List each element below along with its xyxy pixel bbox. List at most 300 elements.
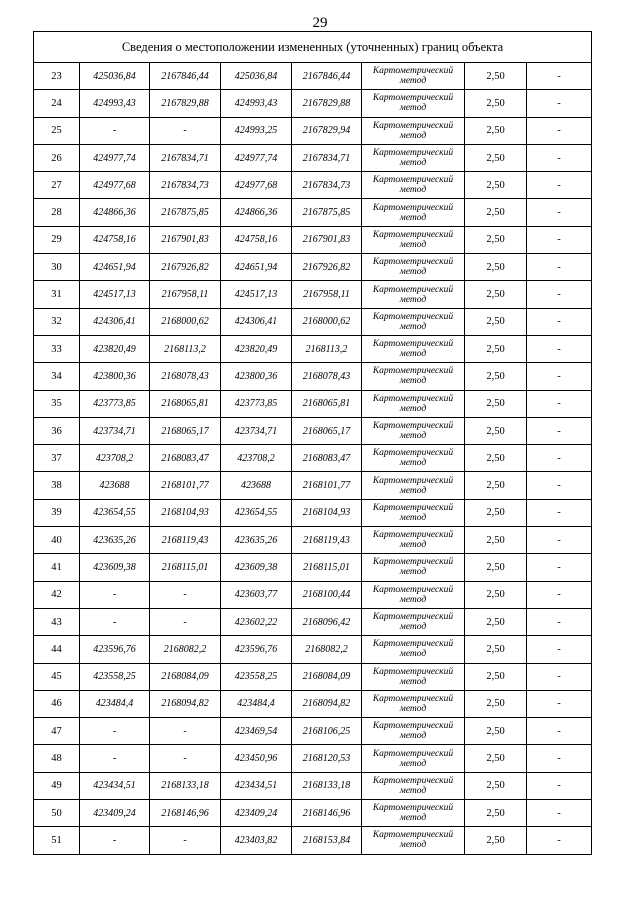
table-row bbox=[34, 308, 592, 335]
point-number-cell: 32 bbox=[34, 308, 80, 335]
table-row bbox=[34, 800, 592, 827]
method-line-2: метод bbox=[399, 813, 427, 824]
accuracy-cell: 2,50 bbox=[465, 172, 527, 199]
method-line-2: метод bbox=[399, 485, 427, 496]
method-line-1: Картометрический bbox=[372, 830, 454, 841]
existing-y-cell: 2168065,17 bbox=[150, 417, 221, 444]
method-line-2: метод bbox=[399, 239, 427, 250]
description-cell: - bbox=[527, 390, 592, 417]
table-row bbox=[34, 144, 592, 171]
method-line-1: Картометрический bbox=[372, 257, 454, 268]
refined-x-cell: 424977,68 bbox=[221, 172, 292, 199]
method-cell bbox=[362, 472, 465, 499]
existing-y-cell: - bbox=[150, 718, 221, 745]
method-cell bbox=[362, 554, 465, 581]
accuracy-cell: 2,50 bbox=[465, 199, 527, 226]
existing-y-cell: - bbox=[150, 745, 221, 772]
method-line-1: Картометрический bbox=[372, 366, 454, 377]
accuracy-cell: 2,50 bbox=[465, 226, 527, 253]
table-row bbox=[34, 745, 592, 772]
boundary-table bbox=[33, 31, 592, 855]
method-line-1: Картометрический bbox=[372, 421, 454, 431]
refined-y-cell: 2168100,44 bbox=[292, 581, 362, 608]
method-line-1: Картометрический bbox=[372, 530, 454, 541]
description-cell: - bbox=[527, 281, 592, 308]
method-line-1: Картометрический bbox=[372, 311, 454, 322]
method-line-2: метод bbox=[399, 785, 427, 796]
table-row bbox=[34, 172, 592, 199]
description-cell: - bbox=[527, 417, 592, 444]
method-cell bbox=[362, 390, 465, 417]
description-cell: - bbox=[527, 745, 592, 772]
existing-x-cell: 424866,36 bbox=[80, 199, 150, 226]
refined-y-cell: 2168082,2 bbox=[292, 636, 362, 663]
method-line-2: метод bbox=[399, 622, 427, 633]
refined-x-cell: 423820,49 bbox=[221, 335, 292, 362]
table-row bbox=[34, 581, 592, 608]
method-line-2: метод bbox=[399, 376, 427, 387]
refined-y-cell: 2168113,2 bbox=[292, 335, 362, 362]
page-number: 29 bbox=[312, 15, 328, 31]
method-line-2: метод bbox=[399, 321, 427, 332]
table-row bbox=[34, 417, 592, 444]
refined-x-cell: 424866,36 bbox=[221, 199, 292, 226]
point-number-cell: 41 bbox=[34, 554, 80, 581]
refined-y-cell: 2168083,47 bbox=[292, 445, 362, 472]
existing-x-cell: 423434,51 bbox=[80, 772, 150, 799]
existing-x-cell: - bbox=[80, 117, 150, 144]
existing-x-cell: 424517,13 bbox=[80, 281, 150, 308]
existing-x-cell: 424993,43 bbox=[80, 90, 150, 117]
refined-y-cell: 2168000,62 bbox=[292, 308, 362, 335]
table-row bbox=[34, 636, 592, 663]
method-line-2: метод bbox=[399, 540, 427, 551]
existing-x-cell: - bbox=[80, 718, 150, 745]
refined-x-cell: 423450,96 bbox=[221, 745, 292, 772]
point-number-cell: 28 bbox=[34, 199, 80, 226]
point-number-cell: 37 bbox=[34, 445, 80, 472]
method-cell bbox=[362, 90, 465, 117]
method-line-1: Картометрический bbox=[372, 284, 454, 295]
refined-x-cell: 423734,71 bbox=[221, 417, 292, 444]
description-cell: - bbox=[527, 226, 592, 253]
description-cell: - bbox=[527, 527, 592, 554]
method-cell bbox=[362, 199, 465, 226]
accuracy-cell: 2,50 bbox=[465, 144, 527, 171]
refined-x-cell: 423602,22 bbox=[221, 608, 292, 635]
method-line-2: метод bbox=[399, 458, 427, 469]
accuracy-cell: 2,50 bbox=[465, 363, 527, 390]
existing-x-cell: - bbox=[80, 745, 150, 772]
accuracy-cell: 2,50 bbox=[465, 63, 527, 90]
refined-x-cell: 423654,55 bbox=[221, 499, 292, 526]
refined-x-cell: 423635,26 bbox=[221, 527, 292, 554]
method-line-2: метод bbox=[399, 567, 427, 578]
existing-x-cell: 423688 bbox=[80, 472, 150, 499]
method-line-1: Картометрический bbox=[372, 557, 454, 568]
method-cell bbox=[362, 281, 465, 308]
existing-y-cell: 2168101,77 bbox=[150, 472, 221, 499]
existing-y-cell: - bbox=[150, 608, 221, 635]
existing-y-cell: 2167926,82 bbox=[150, 254, 221, 281]
method-line-1: Картометрический bbox=[372, 748, 454, 759]
point-number-cell: 44 bbox=[34, 636, 80, 663]
method-cell bbox=[362, 254, 465, 281]
existing-y-cell: 2168115,01 bbox=[150, 554, 221, 581]
method-line-2: метод bbox=[399, 103, 427, 114]
method-line-1: Картометрический bbox=[372, 639, 454, 650]
method-line-2: метод bbox=[399, 594, 427, 605]
refined-x-cell: 423708,2 bbox=[221, 445, 292, 472]
table-row bbox=[34, 827, 592, 854]
method-line-1: Картометрический bbox=[372, 775, 454, 786]
point-number-cell: 38 bbox=[34, 472, 80, 499]
refined-y-cell: 2167829,88 bbox=[292, 90, 362, 117]
accuracy-cell: 2,50 bbox=[465, 827, 527, 854]
existing-x-cell: 423734,71 bbox=[80, 417, 150, 444]
refined-y-cell: 2168065,81 bbox=[292, 390, 362, 417]
refined-y-cell: 2167926,82 bbox=[292, 254, 362, 281]
existing-y-cell: 2167834,73 bbox=[150, 172, 221, 199]
table-row bbox=[34, 663, 592, 690]
method-cell bbox=[362, 226, 465, 253]
method-line-1: Картометрический bbox=[372, 721, 454, 732]
point-number-cell: 49 bbox=[34, 772, 80, 799]
description-cell: - bbox=[527, 117, 592, 144]
description-cell: - bbox=[527, 827, 592, 854]
description-cell: - bbox=[527, 800, 592, 827]
method-line-2: метод bbox=[399, 294, 427, 305]
existing-y-cell: 2168083,47 bbox=[150, 445, 221, 472]
method-cell bbox=[362, 172, 465, 199]
accuracy-cell: 2,50 bbox=[465, 254, 527, 281]
method-line-1: Картометрический bbox=[372, 584, 454, 595]
refined-y-cell: 2167834,73 bbox=[292, 172, 362, 199]
existing-x-cell: 423609,38 bbox=[80, 554, 150, 581]
table-row bbox=[34, 254, 592, 281]
method-line-2: метод bbox=[399, 403, 427, 414]
point-number-cell: 24 bbox=[34, 90, 80, 117]
method-line-2: метод bbox=[399, 185, 427, 196]
refined-y-cell: 2168115,01 bbox=[292, 554, 362, 581]
method-cell bbox=[362, 117, 465, 144]
refined-x-cell: 424651,94 bbox=[221, 254, 292, 281]
table-caption: Сведения о местоположении измененных (уточненных) границ объекта bbox=[34, 32, 592, 63]
refined-y-cell: 2168101,77 bbox=[292, 472, 362, 499]
refined-y-cell: 2167829,94 bbox=[292, 117, 362, 144]
method-line-1: Картометрический bbox=[372, 229, 454, 240]
method-line-1: Картометрический bbox=[372, 803, 454, 814]
refined-x-cell: 423409,24 bbox=[221, 800, 292, 827]
point-number-cell: 30 bbox=[34, 254, 80, 281]
existing-x-cell: 423654,55 bbox=[80, 499, 150, 526]
refined-x-cell: 423773,85 bbox=[221, 390, 292, 417]
accuracy-cell: 2,50 bbox=[465, 335, 527, 362]
point-number-cell: 36 bbox=[34, 417, 80, 444]
point-number-cell: 43 bbox=[34, 608, 80, 635]
existing-y-cell: - bbox=[150, 581, 221, 608]
method-line-2: метод bbox=[399, 676, 427, 687]
method-cell bbox=[362, 144, 465, 171]
accuracy-cell: 2,50 bbox=[465, 663, 527, 690]
accuracy-cell: 2,50 bbox=[465, 390, 527, 417]
method-line-1: Картометрический bbox=[372, 448, 454, 459]
accuracy-cell: 2,50 bbox=[465, 417, 527, 444]
existing-x-cell: 423820,49 bbox=[80, 335, 150, 362]
point-number-cell: 40 bbox=[34, 527, 80, 554]
refined-y-cell: 2167901,83 bbox=[292, 226, 362, 253]
existing-y-cell: 2168078,43 bbox=[150, 363, 221, 390]
method-line-1: Картометрический bbox=[372, 120, 454, 131]
existing-y-cell: 2168082,2 bbox=[150, 636, 221, 663]
point-number-cell: 33 bbox=[34, 335, 80, 362]
method-line-2: метод bbox=[399, 703, 427, 714]
description-cell: - bbox=[527, 554, 592, 581]
description-cell: - bbox=[527, 772, 592, 799]
point-number-cell: 27 bbox=[34, 172, 80, 199]
accuracy-cell: 2,50 bbox=[465, 745, 527, 772]
existing-y-cell: 2168084,09 bbox=[150, 663, 221, 690]
table-row bbox=[34, 226, 592, 253]
refined-y-cell: 2168146,96 bbox=[292, 800, 362, 827]
existing-y-cell: 2168119,43 bbox=[150, 527, 221, 554]
method-line-2: метод bbox=[399, 130, 427, 141]
existing-x-cell: 424977,74 bbox=[80, 144, 150, 171]
refined-x-cell: 423484,4 bbox=[221, 690, 292, 717]
accuracy-cell: 2,50 bbox=[465, 117, 527, 144]
refined-y-cell: 2168094,82 bbox=[292, 690, 362, 717]
point-number-cell: 25 bbox=[34, 117, 80, 144]
point-number-cell: 51 bbox=[34, 827, 80, 854]
existing-x-cell: 424758,16 bbox=[80, 226, 150, 253]
point-number-cell: 42 bbox=[34, 581, 80, 608]
method-line-1: Картометрический bbox=[372, 202, 454, 213]
method-line-1: Картометрический bbox=[372, 175, 454, 186]
existing-y-cell: 2168133,18 bbox=[150, 772, 221, 799]
table-body bbox=[34, 63, 592, 855]
refined-y-cell: 2168065,17 bbox=[292, 417, 362, 444]
method-cell bbox=[362, 308, 465, 335]
existing-y-cell: 2168113,2 bbox=[150, 335, 221, 362]
accuracy-cell: 2,50 bbox=[465, 308, 527, 335]
table-row bbox=[34, 554, 592, 581]
description-cell: - bbox=[527, 254, 592, 281]
method-cell bbox=[362, 445, 465, 472]
existing-y-cell: - bbox=[150, 827, 221, 854]
point-number-cell: 34 bbox=[34, 363, 80, 390]
refined-y-cell: 2168104,93 bbox=[292, 499, 362, 526]
existing-x-cell: 423558,25 bbox=[80, 663, 150, 690]
table-row bbox=[34, 772, 592, 799]
refined-x-cell: 423558,25 bbox=[221, 663, 292, 690]
refined-x-cell: 423603,77 bbox=[221, 581, 292, 608]
description-cell: - bbox=[527, 308, 592, 335]
method-cell bbox=[362, 772, 465, 799]
existing-y-cell: 2167875,85 bbox=[150, 199, 221, 226]
refined-x-cell: 424993,25 bbox=[221, 117, 292, 144]
point-number-cell: 45 bbox=[34, 663, 80, 690]
existing-x-cell: 423800,36 bbox=[80, 363, 150, 390]
method-cell bbox=[362, 363, 465, 390]
method-line-1: Картометрический bbox=[372, 93, 454, 104]
refined-x-cell: 423469,54 bbox=[221, 718, 292, 745]
accuracy-cell: 2,50 bbox=[465, 636, 527, 663]
refined-x-cell: 423800,36 bbox=[221, 363, 292, 390]
method-cell bbox=[362, 63, 465, 90]
accuracy-cell: 2,50 bbox=[465, 581, 527, 608]
description-cell: - bbox=[527, 90, 592, 117]
method-cell bbox=[362, 335, 465, 362]
point-number-cell: 23 bbox=[34, 63, 80, 90]
refined-x-cell: 423403,82 bbox=[221, 827, 292, 854]
accuracy-cell: 2,50 bbox=[465, 90, 527, 117]
refined-y-cell: 2167875,85 bbox=[292, 199, 362, 226]
description-cell: - bbox=[527, 445, 592, 472]
refined-x-cell: 424993,43 bbox=[221, 90, 292, 117]
method-line-2: метод bbox=[399, 649, 427, 660]
method-line-1: Картометрический bbox=[372, 148, 454, 159]
method-cell bbox=[362, 417, 465, 444]
point-number-cell: 29 bbox=[34, 226, 80, 253]
existing-y-cell: 2168000,62 bbox=[150, 308, 221, 335]
description-cell: - bbox=[527, 335, 592, 362]
method-line-1: Картометрический bbox=[372, 693, 454, 704]
existing-y-cell: 2167829,88 bbox=[150, 90, 221, 117]
method-cell bbox=[362, 581, 465, 608]
method-cell bbox=[362, 527, 465, 554]
description-cell: - bbox=[527, 144, 592, 171]
method-cell bbox=[362, 608, 465, 635]
refined-x-cell: 423609,38 bbox=[221, 554, 292, 581]
accuracy-cell: 2,50 bbox=[465, 554, 527, 581]
method-line-1: Картометрический bbox=[372, 393, 454, 404]
method-line-2: метод bbox=[399, 731, 427, 742]
description-cell: - bbox=[527, 608, 592, 635]
table-row bbox=[34, 390, 592, 417]
existing-y-cell: - bbox=[150, 117, 221, 144]
method-cell bbox=[362, 800, 465, 827]
refined-x-cell: 423688 bbox=[221, 472, 292, 499]
method-line-2: метод bbox=[399, 212, 427, 223]
refined-x-cell: 425036,84 bbox=[221, 63, 292, 90]
existing-x-cell: 425036,84 bbox=[80, 63, 150, 90]
table-row bbox=[34, 472, 592, 499]
refined-y-cell: 2168153,84 bbox=[292, 827, 362, 854]
point-number-cell: 46 bbox=[34, 690, 80, 717]
description-cell: - bbox=[527, 472, 592, 499]
existing-y-cell: 2167901,83 bbox=[150, 226, 221, 253]
description-cell: - bbox=[527, 581, 592, 608]
description-cell: - bbox=[527, 63, 592, 90]
description-cell: - bbox=[527, 172, 592, 199]
existing-x-cell: - bbox=[80, 608, 150, 635]
point-number-cell: 48 bbox=[34, 745, 80, 772]
method-line-2: метод bbox=[399, 840, 427, 851]
accuracy-cell: 2,50 bbox=[465, 499, 527, 526]
accuracy-cell: 2,50 bbox=[465, 527, 527, 554]
method-cell bbox=[362, 499, 465, 526]
existing-y-cell: 2168065,81 bbox=[150, 390, 221, 417]
table-row bbox=[34, 363, 592, 390]
existing-x-cell: 424977,68 bbox=[80, 172, 150, 199]
refined-y-cell: 2167846,44 bbox=[292, 63, 362, 90]
refined-x-cell: 423596,76 bbox=[221, 636, 292, 663]
table-row bbox=[34, 199, 592, 226]
table-row bbox=[34, 281, 592, 308]
method-line-1: Картометрический bbox=[372, 666, 454, 677]
method-line-2: метод bbox=[399, 158, 427, 169]
table-row bbox=[34, 117, 592, 144]
method-line-2: метод bbox=[399, 267, 427, 278]
table-row bbox=[34, 335, 592, 362]
table-row bbox=[34, 90, 592, 117]
existing-y-cell: 2167846,44 bbox=[150, 63, 221, 90]
table-row bbox=[34, 445, 592, 472]
point-number-cell: 35 bbox=[34, 390, 80, 417]
method-line-2: метод bbox=[399, 349, 427, 360]
refined-y-cell: 2168078,43 bbox=[292, 363, 362, 390]
accuracy-cell: 2,50 bbox=[465, 718, 527, 745]
method-cell bbox=[362, 690, 465, 717]
refined-x-cell: 424306,41 bbox=[221, 308, 292, 335]
table-row bbox=[34, 527, 592, 554]
refined-x-cell: 424977,74 bbox=[221, 144, 292, 171]
refined-x-cell: 424758,16 bbox=[221, 226, 292, 253]
description-cell: - bbox=[527, 499, 592, 526]
existing-x-cell: - bbox=[80, 581, 150, 608]
point-number-cell: 39 bbox=[34, 499, 80, 526]
method-line-2: метод bbox=[399, 512, 427, 523]
existing-x-cell: 424306,41 bbox=[80, 308, 150, 335]
existing-x-cell: 423708,2 bbox=[80, 445, 150, 472]
refined-y-cell: 2168096,42 bbox=[292, 608, 362, 635]
refined-y-cell: 2168120,53 bbox=[292, 745, 362, 772]
accuracy-cell: 2,50 bbox=[465, 690, 527, 717]
refined-y-cell: 2168119,43 bbox=[292, 527, 362, 554]
table-row bbox=[34, 690, 592, 717]
method-line-1: Картометрический bbox=[372, 612, 454, 623]
description-cell: - bbox=[527, 199, 592, 226]
method-line-1: Картометрический bbox=[372, 475, 454, 486]
accuracy-cell: 2,50 bbox=[465, 772, 527, 799]
description-cell: - bbox=[527, 718, 592, 745]
point-number-cell: 47 bbox=[34, 718, 80, 745]
method-line-2: метод bbox=[399, 431, 427, 441]
refined-x-cell: 424517,13 bbox=[221, 281, 292, 308]
existing-y-cell: 2168104,93 bbox=[150, 499, 221, 526]
table-row bbox=[34, 63, 592, 90]
table-row bbox=[34, 718, 592, 745]
existing-x-cell: 423409,24 bbox=[80, 800, 150, 827]
existing-x-cell: 423635,26 bbox=[80, 527, 150, 554]
accuracy-cell: 2,50 bbox=[465, 472, 527, 499]
method-cell bbox=[362, 636, 465, 663]
method-cell bbox=[362, 663, 465, 690]
point-number-cell: 50 bbox=[34, 800, 80, 827]
description-cell: - bbox=[527, 636, 592, 663]
table-row bbox=[34, 608, 592, 635]
existing-x-cell: 424651,94 bbox=[80, 254, 150, 281]
method-line-1: Картометрический bbox=[372, 339, 454, 350]
accuracy-cell: 2,50 bbox=[465, 445, 527, 472]
existing-y-cell: 2168094,82 bbox=[150, 690, 221, 717]
existing-x-cell: 423773,85 bbox=[80, 390, 150, 417]
method-line-2: метод bbox=[399, 76, 427, 87]
existing-y-cell: 2167958,11 bbox=[150, 281, 221, 308]
refined-y-cell: 2168106,25 bbox=[292, 718, 362, 745]
existing-x-cell: - bbox=[80, 827, 150, 854]
refined-y-cell: 2168133,18 bbox=[292, 772, 362, 799]
